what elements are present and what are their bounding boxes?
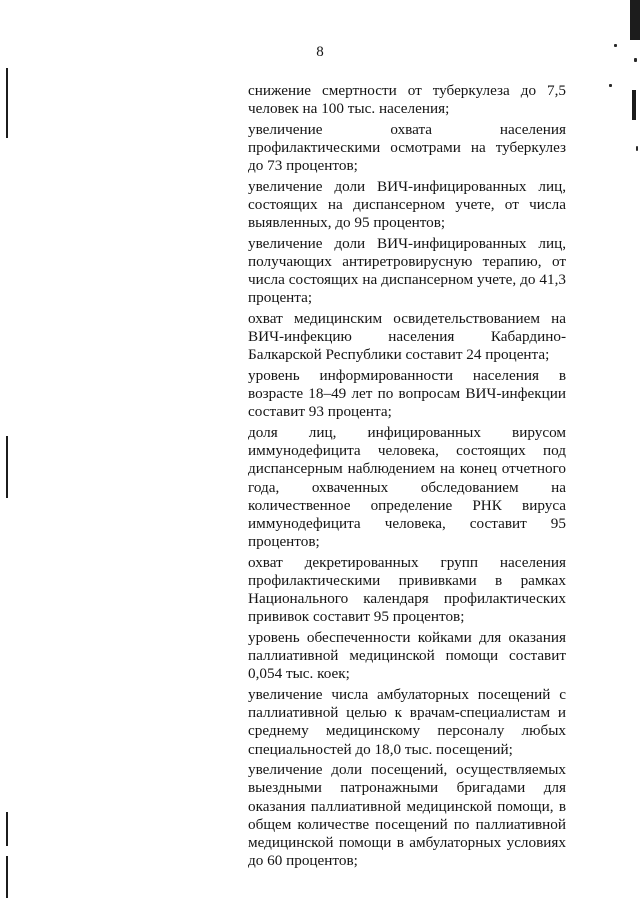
paragraph-hiv-awareness: уровень информированности населения в возрасте 18–49 лет по вопросам ВИЧ-инфекции составит 93 процента; [248,367,566,421]
scan-speck [634,58,637,62]
scan-edge-mark [6,68,8,138]
paragraph-palliative-beds: уровень обеспеченности койками для оказания паллиативной медицинской помощи составит 0,054 тыс. коек; [248,629,566,683]
paragraph-hiv-testing: охват медицинским освидетельствованием на ВИЧ-инфекцию населения Кабардино-Балкарской Республики составит 24 процента; [248,310,566,364]
paragraph-hiv-rna-testing: доля лиц, инфицированных вирусом иммунодефицита человека, состоящих под диспансерным наблюдением на конец отчетного года, охваченных обследованием на количественное определение РНК вируса иммунодефицита человека, составит 95 процентов; [248,424,566,551]
scan-edge-mark [6,856,8,898]
paragraph-vaccination: охват декретированных групп населения профилактическими прививками в рамках Национального календаря профилактических прививок составит 95 процентов; [248,553,566,626]
body-text [248,82,566,873]
scan-speck [614,44,617,47]
paragraph-palliative-home-visits: увеличение доли посещений, осуществляемых выездными патронажными бригадами для оказания паллиативной медицинской помощи, в общем количестве посещений по паллиативной медицинской помощи в амбулаторных условиях до 60 процентов; [248,761,566,870]
scan-edge-mark [6,436,8,498]
scan-speck [636,146,638,151]
paragraph-tb-mortality: снижение смертности от туберкулеза до 7,5 человек на 100 тыс. населения; [248,82,566,118]
scan-edge-mark [6,812,8,846]
scan-speck [609,84,612,87]
paragraph-hiv-therapy: увеличение доли ВИЧ-инфицированных лиц, получающих антиретровирусную терапию, от числа состоящих на диспансерном учете, до 41,3 процента; [248,234,566,307]
page-number: 8 [316,44,324,60]
scan-edge-mark [630,0,640,40]
paragraph-tb-screening: увеличение охвата населения профилактическими осмотрами на туберкулез до 73 процентов; [248,120,566,175]
paragraph-hiv-registered: увеличение доли ВИЧ-инфицированных лиц, состоящих на диспансерном учете, от числа выявленных, до 95 процентов; [248,177,566,232]
scan-edge-mark [632,90,636,120]
paragraph-palliative-visits: увеличение числа амбулаторных посещений с паллиативной целью к врачам-специалистам и среднему медицинскому персоналу любых специальностей до 18,0 тыс. посещений; [248,686,566,758]
